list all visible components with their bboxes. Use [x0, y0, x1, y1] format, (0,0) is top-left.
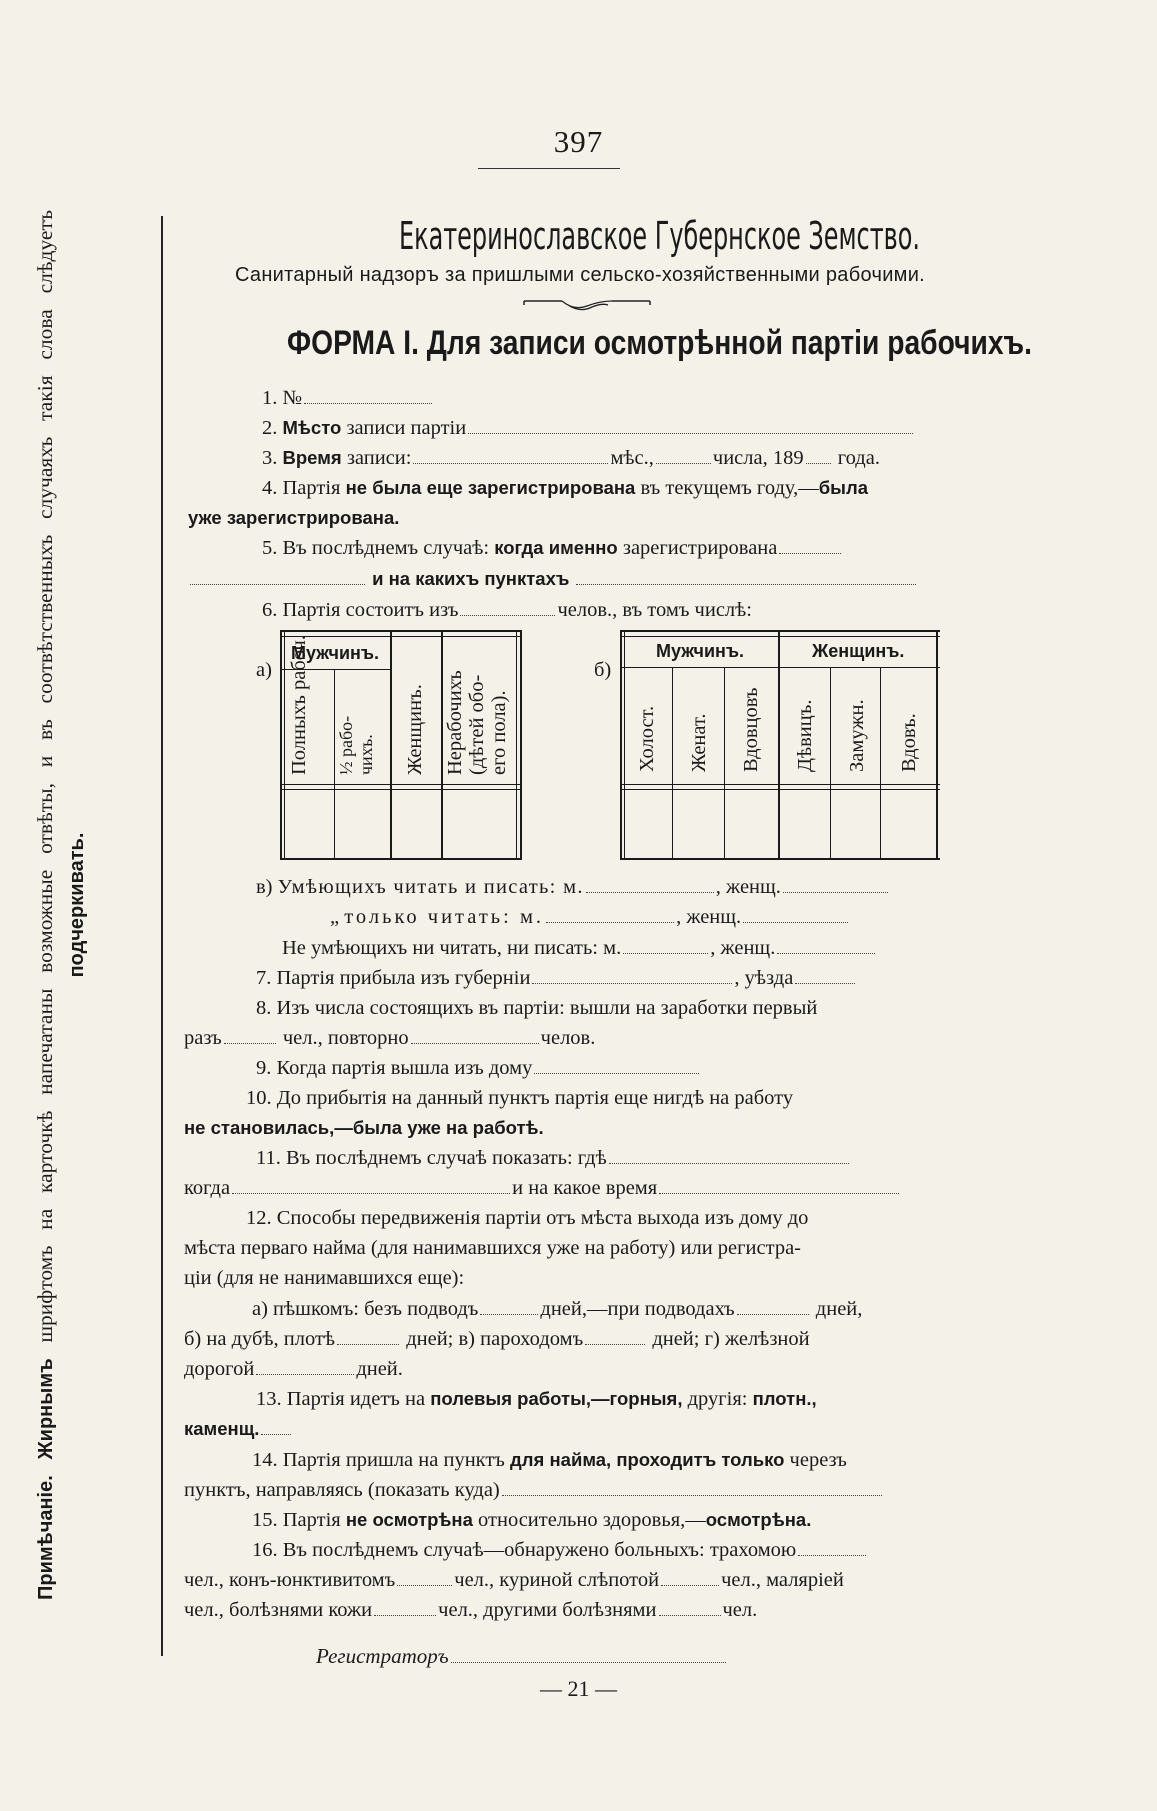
item-16: 16. Въ послѣднемъ случаѣ—обнаружено больныхъ: трахомою — [252, 1536, 868, 1564]
item-6: 6. Партія состоитъ изъ челов., въ томъ числѣ: — [262, 599, 752, 621]
literacy-only-read: „ только читать: м. , женщ. — [330, 903, 850, 931]
table-b-wed: Замужн. — [846, 699, 868, 772]
table-a-nonworkers-3: его пола). — [488, 690, 510, 775]
literacy-read-write: в) Умѣющихъ читать и писать: м. , женщ. — [256, 873, 890, 901]
item-4-cont: уже зарегистрирована. — [188, 507, 400, 528]
side-note-text: шрифтомъ на карточкѣ напечатаны возможные отвѣты, и въ соотвѣтственныхъ случаяхъ такія слова слѣдуетъ — [33, 210, 57, 1343]
table-b-label: б) — [594, 659, 612, 681]
page-number: 397 — [553, 124, 604, 159]
item-11: 11. Въ послѣднемъ случаѣ показать: гдѣ — [256, 1144, 851, 1172]
item-8-cont: разъ чел., повторно челов. — [184, 1027, 596, 1049]
ornament-divider — [522, 297, 652, 315]
item-13-cont: каменщ. — [184, 1415, 293, 1443]
item-9: 9. Когда партія вышла изъ дому — [256, 1054, 701, 1082]
side-note-divider — [161, 216, 163, 1656]
item-10: 10. До прибытія на данный пунктъ партія еще нигдѣ на работу — [246, 1087, 794, 1109]
zemstvo-heading: Екатеринославское Губернское Земство. — [399, 214, 920, 258]
page-number-rule — [478, 168, 620, 169]
table-a-women: Женщинъ. — [404, 684, 426, 775]
item-8: 8. Изъ числа состоящихъ въ партіи: вышли на заработки первый — [256, 997, 818, 1019]
registrar-label: Регистраторъ — [316, 1644, 449, 1668]
item-13: 13. Партія идетъ на полевыя работы,—горныя, другія: плотн., — [256, 1388, 817, 1410]
item-5-cont: и на какихъ пунктахъ — [188, 565, 918, 593]
table-a-nonworkers: Нерабочихъ — [444, 670, 466, 775]
item-12-a: а) пѣшкомъ: безъ подводъ дней,—при подводахъ дней, — [252, 1298, 863, 1320]
table-a-half: ½ рабо- чихъ. — [336, 715, 376, 775]
item-12-b: б) на дубѣ, плотѣ дней; в) пароходомъ дней; г) желѣзной — [184, 1328, 810, 1350]
item-2: 2. Мѣсто записи партіи — [262, 414, 915, 442]
item-4: 4. Партія не была еще зарегистрирована въ текущемъ году,—была — [262, 477, 869, 499]
item-11-cont: когда и на какое время — [184, 1174, 901, 1202]
table-a-men: Мужчинъ. — [291, 643, 380, 663]
item-7: 7. Партія прибыла изъ губерніи , уѣзда — [256, 964, 857, 992]
table-b-men: Мужчинъ. — [656, 641, 745, 661]
supervision-subtitle: Санитарный надзоръ за пришлыми сельско-хозяйственными рабочими. — [234, 264, 926, 286]
form-title: ФОРМА I. Для записи осмотрѣнной партіи рабочихъ. — [287, 324, 1032, 362]
item-12-c: дорогой дней. — [184, 1358, 403, 1380]
side-note-label: Примѣчаніе. — [35, 1475, 57, 1600]
table-a-label: а) — [256, 659, 272, 681]
table-b-married: Женат. — [688, 713, 710, 772]
table-b-widowers: Вдовцовъ — [740, 687, 762, 772]
item-1: 1. № — [262, 384, 434, 412]
literacy-none: Не умѣющихъ ни читать, ни писать: м. , женщ. — [282, 934, 877, 962]
side-note-bold2: подчеркивать. — [66, 832, 88, 978]
item-10-cont: не становилась,—была уже на работѣ. — [184, 1117, 544, 1138]
item-3: 3. Время записи: мѣс., числа, 189 года. — [262, 447, 880, 469]
table-a-nonworkers-2: (дѣтей обо- — [466, 674, 488, 775]
table-b-single: Холост. — [636, 705, 658, 772]
table-b-widows: Вдовъ. — [898, 713, 920, 772]
item-15: 15. Партія не осмотрѣна относительно здоровья,—осмотрѣна. — [252, 1509, 812, 1531]
item-5: 5. Въ послѣднемъ случаѣ: когда именно зарегистрирована — [262, 534, 843, 562]
item-16-line2: чел., конъ-юнктивитомъ чел., куриной слѣпотой чел., маляріей — [184, 1569, 844, 1591]
table-b-women: Женщинъ. — [812, 641, 905, 661]
item-16-line3: чел., болѣзнями кожи чел., другими болѣзнями чел. — [184, 1599, 758, 1621]
item-14-cont: пунктъ, направляясь (показать куда) — [184, 1476, 884, 1504]
table-b-maidens: Дѣвицъ. — [794, 699, 816, 772]
footer-page-number: — 21 — — [540, 1676, 617, 1701]
item-12: 12. Способы передвиженія партіи отъ мѣста выхода изъ дому до — [246, 1207, 809, 1229]
side-note-bold1: Жирнымъ — [35, 1358, 57, 1460]
item-12-line3: ціи (для не нанимавшихся еще): — [184, 1267, 465, 1289]
side-note — [30, 210, 150, 1600]
item-14: 14. Партія пришла на пунктъ для найма, проходитъ только черезъ — [252, 1449, 847, 1471]
registrar-line — [316, 1642, 728, 1671]
table-a-full: Полныхъ рабоч. — [288, 635, 310, 775]
item-12-line2: мѣста перваго найма (для нанимавшихся уже на работу) или регистра- — [184, 1237, 802, 1259]
